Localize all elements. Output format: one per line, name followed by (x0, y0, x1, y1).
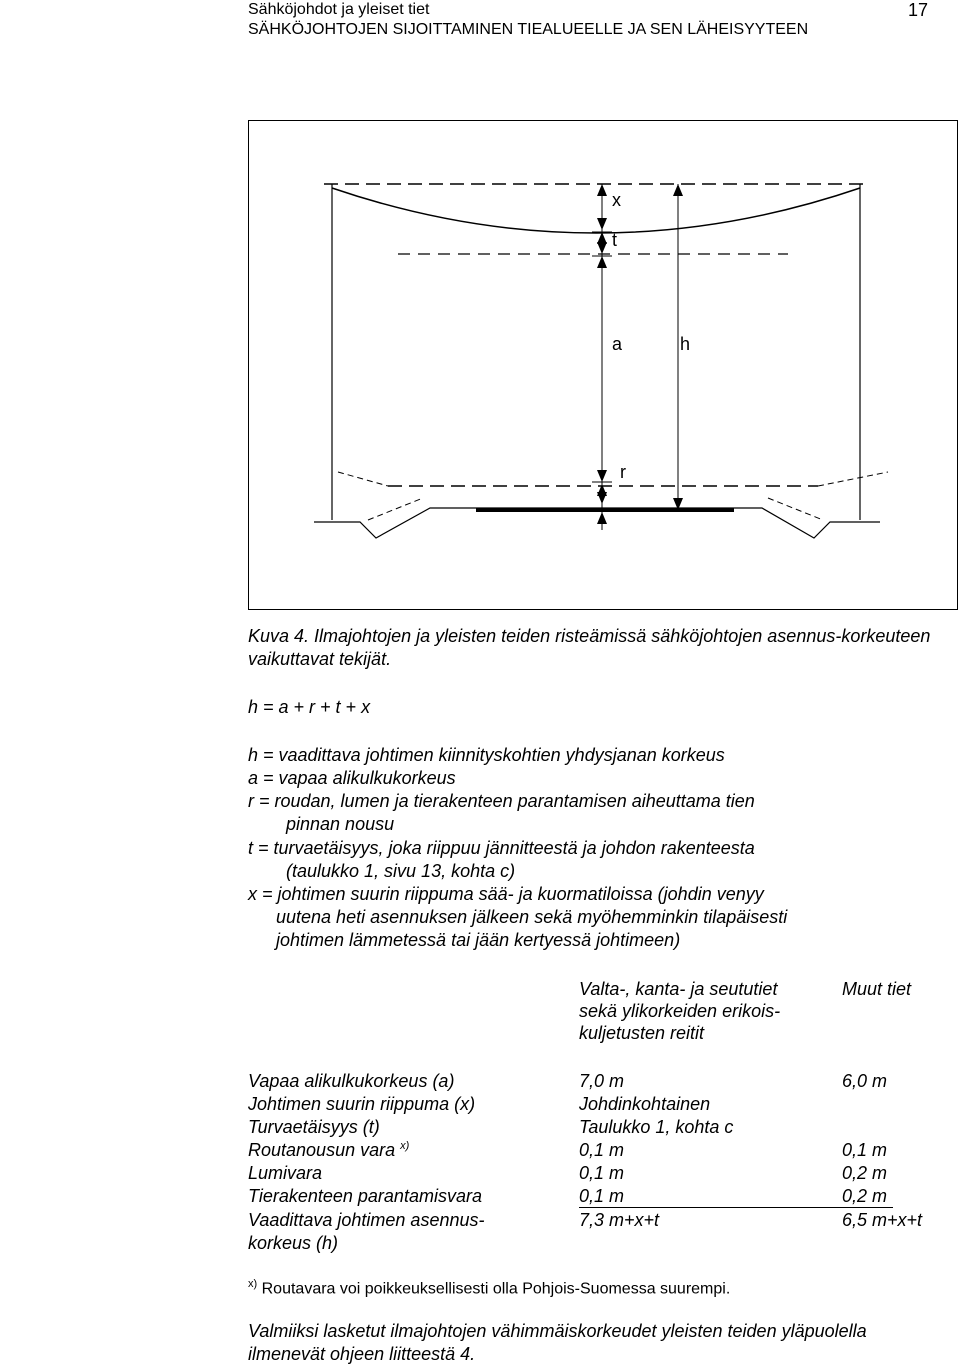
definition-a: a = vapaa alikulkukorkeus (248, 768, 456, 788)
formula: h = a + r + t + x (248, 697, 371, 717)
table-row-col2: Taulukko 1, kohta c (579, 1117, 734, 1137)
footnote: $^{x)}$ Routavara voi poikkeuksellisesti olla Pohjois-Suomessa suurempi. (248, 1278, 731, 1298)
table-row-col2: 7,3 m+x+t (579, 1210, 660, 1230)
definition-t-cont: (taulukko 1, sivu 13, kohta c) (286, 861, 516, 881)
label-x: x (612, 190, 621, 210)
table-row-label: Routanousun vara $^{x)}$ (248, 1140, 410, 1160)
conductor-sag (332, 188, 860, 233)
table-row-label: Turvaetäisyys (t) (248, 1117, 380, 1137)
footnote-marker: x) (400, 1140, 410, 1152)
table-row-label: Lumivara (248, 1163, 323, 1183)
label-r: r (620, 462, 626, 482)
clearance-diagram (248, 120, 958, 610)
figure-caption: Kuva 4. Ilmajohtojen ja yleisten teiden risteämissä sähköjohtojen asennus-korkeuteen vaikuttavat tekijät. (248, 626, 931, 669)
running-subtitle: SÄHKÖJOHTOJEN SIJOITTAMINEN TIEALUEELLE JA SEN LÄHEISYYTEEN (248, 21, 809, 38)
table-row-label: Vapaa alikulkukorkeus (a) (248, 1071, 455, 1091)
table-row-col2: 0,1 m (579, 1140, 625, 1160)
label-a: a (612, 334, 623, 354)
table-row-label: Tierakenteen parantamisvara (248, 1186, 482, 1206)
page-number: 17 (908, 0, 929, 20)
definition-x-cont2: johtimen lämmetessä tai jään kertyessä johtimeen) (276, 930, 681, 950)
sum-underline (579, 1207, 893, 1208)
table-row-col2: 0,1 m (579, 1163, 625, 1183)
definition-x: x = johtimen suurin riippuma sää- ja kuormatiloissa (johdin venyy (248, 884, 764, 904)
definition-r-cont: pinnan nousu (286, 814, 395, 834)
table-row-col3: 0,1 m (842, 1140, 888, 1160)
table-row-col3: 0,2 m (842, 1186, 888, 1206)
definition-h: h = vaadittava johtimen kiinnityskohtien yhdysjanan korkeus (248, 745, 725, 765)
ground-profile (314, 508, 880, 538)
table-row-label: Vaadittava johtimen asennus- (248, 1210, 485, 1230)
table-row-col2: 7,0 m (579, 1071, 625, 1091)
running-title: Sähköjohdot ja yleiset tiet (248, 1, 430, 18)
table-row-col2: Johdinkohtainen (579, 1094, 711, 1114)
label-t: t (612, 230, 618, 250)
table-col2-header: Valta-, kanta- ja seututiet sekä ylikorkeiden erikois- kuljetusten reitit (579, 979, 781, 1043)
table-row-label-cont: korkeus (h) (248, 1233, 339, 1253)
table-row-col3: 0,2 m (842, 1163, 888, 1183)
table-row-col2: 0,1 m (579, 1186, 625, 1206)
table-col3-header: Muut tiet (842, 979, 912, 999)
final-note: Valmiiksi lasketut ilmajohtojen vähimmäiskorkeudet yleisten teiden yläpuolella ilmenevät ohjeen liitteestä 4. (248, 1321, 867, 1364)
table-row-label: Johtimen suurin riippuma (x) (248, 1094, 476, 1114)
definition-x-cont1: uutena heti asennuksen jälkeen sekä myöhemminkin tilapäisesti (276, 907, 788, 927)
definition-r: r = roudan, lumen ja tierakenteen parantamisen aiheuttama tien (248, 791, 755, 811)
definition-t: t = turvaetäisyys, joka riippuu jännitteestä ja johdon rakenteesta (248, 838, 755, 858)
label-h: h (680, 334, 691, 354)
table-row-col3: 6,0 m (842, 1071, 888, 1091)
table-row-col3: 6,5 m+x+t (842, 1210, 923, 1230)
footnote-marker: x) (248, 1278, 258, 1290)
